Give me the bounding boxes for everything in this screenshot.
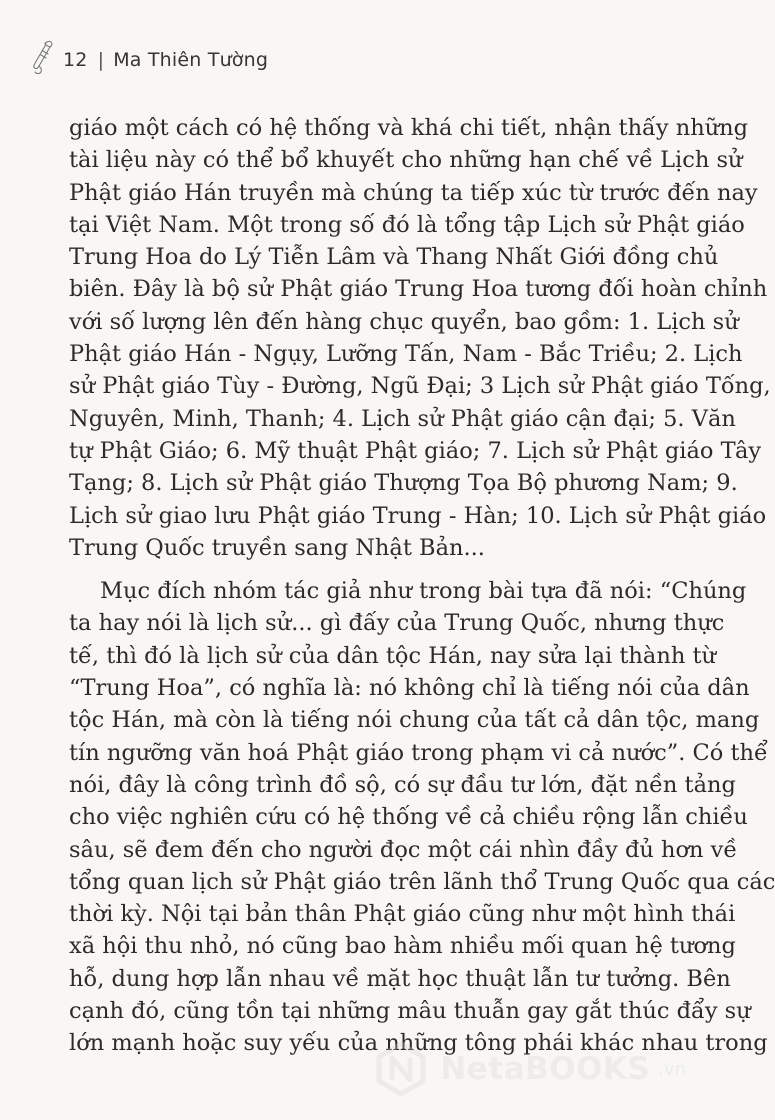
text-line: giáo một cách có hệ thống và khá chi tiết, nhận thấy những bbox=[69, 115, 749, 141]
netabooks-logo-icon bbox=[372, 1040, 430, 1098]
text-line: cạnh đó, cũng tồn tại những mâu thuẫn gay gắt thúc đẩy sự bbox=[69, 998, 751, 1025]
text-line: tế, thì đó là lịch sử của dân tộc Hán, nay sửa lại thành từ bbox=[69, 642, 716, 669]
text-line: “Trung Hoa”, có nghĩa là: nó không chỉ là tiếng nói của dân bbox=[69, 675, 750, 702]
text-line: tự Phật Giáo; 6. Mỹ thuật Phật giáo; 7. Lịch sử Phật giáo Tây bbox=[69, 437, 762, 464]
text-line: lớn mạnh hoặc suy yếu của những tông phái khác nhau trong bbox=[69, 1030, 768, 1057]
text-line: cho việc nghiên cứu có hệ thống về cả chiều rộng lẫn chiều bbox=[69, 804, 748, 831]
page-number: 12 bbox=[63, 49, 88, 71]
paragraph-2 bbox=[69, 575, 775, 1059]
text-line: tổng quan lịch sử Phật giáo trên lãnh thổ Trung Quốc qua các bbox=[69, 868, 775, 895]
text-line: Trung Quốc truyền sang Nhật Bản... bbox=[69, 534, 485, 561]
watermark-suffix: .vn bbox=[658, 1058, 686, 1080]
text-line: ta hay nói là lịch sử... gì đấy của Trung Quốc, nhưng thực bbox=[69, 610, 725, 637]
text-line: xã hội thu nhỏ, nó cũng bao hàm nhiều mối quan hệ tương bbox=[69, 933, 736, 960]
text-line: Tạng; 8. Lịch sử Phật giáo Thượng Tọa Bộ phương Nam; 9. bbox=[69, 470, 738, 497]
scroll-quill-icon bbox=[30, 38, 56, 78]
text-line: sử Phật giáo Tùy - Đường, Ngũ Đại; 3 Lịch sử Phật giáo Tống, bbox=[69, 373, 771, 400]
text-line: biên. Đây là bộ sử Phật giáo Trung Hoa tương đối hoàn chỉnh bbox=[69, 276, 768, 303]
text-line: tộc Hán, mà còn là tiếng nói chung của tất cả dân tộc, mang bbox=[69, 707, 760, 734]
text-line: nói, đây là công trình đồ sộ, có sự đầu tư lớn, đặt nền tảng bbox=[69, 771, 736, 798]
text-line: Trung Hoa do Lý Tiễn Lâm và Thang Nhất Giới đồng chủ bbox=[69, 244, 719, 271]
text-line: tín ngưỡng văn hoá Phật giáo trong phạm vi cả nước”. Có thể bbox=[69, 739, 768, 766]
text-line: Phật giáo Hán truyền mà chúng ta tiếp xúc từ trước đến nay bbox=[69, 179, 758, 206]
header-separator: | bbox=[97, 49, 105, 71]
paragraph-1 bbox=[69, 112, 771, 564]
netabooks-watermark bbox=[372, 1040, 686, 1098]
text-line: với số lượng lên đến hàng chục quyển, bao gồm: 1. Lịch sử bbox=[69, 308, 739, 335]
text-line: thời kỳ. Nội tại bản thân Phật giáo cũng như một hình thái bbox=[69, 901, 736, 928]
text-line: tài liệu này có thể bổ khuyết cho những hạn chế về Lịch sử bbox=[69, 147, 743, 174]
text-line: Lịch sử giao lưu Phật giáo Trung - Hàn; 10. Lịch sử Phật giáo bbox=[69, 502, 767, 529]
watermark-brand: NetaBOOKS bbox=[440, 1051, 651, 1087]
text-line: hỗ, dung hợp lẫn nhau về mặt học thuật lẫn tư tưởng. Bên bbox=[69, 965, 731, 992]
text-line: tại Việt Nam. Một trong số đó là tổng tập Lịch sử Phật giáo bbox=[69, 211, 745, 238]
text-line: Mục đích nhóm tác giả như trong bài tựa đã nói: “Chúng bbox=[100, 578, 747, 605]
author-name: Ma Thiên Tường bbox=[113, 49, 269, 71]
text-line: Nguyên, Minh, Thanh; 4. Lịch sử Phật giáo cận đại; 5. Văn bbox=[69, 405, 736, 432]
running-header bbox=[63, 49, 268, 71]
text-line: sâu, sẽ đem đến cho người đọc một cái nhìn đầy đủ hơn về bbox=[69, 836, 738, 863]
text-line: Phật giáo Hán - Ngụy, Lưỡng Tấn, Nam - Bắc Triều; 2. Lịch bbox=[69, 341, 743, 368]
body-text bbox=[69, 112, 775, 1060]
